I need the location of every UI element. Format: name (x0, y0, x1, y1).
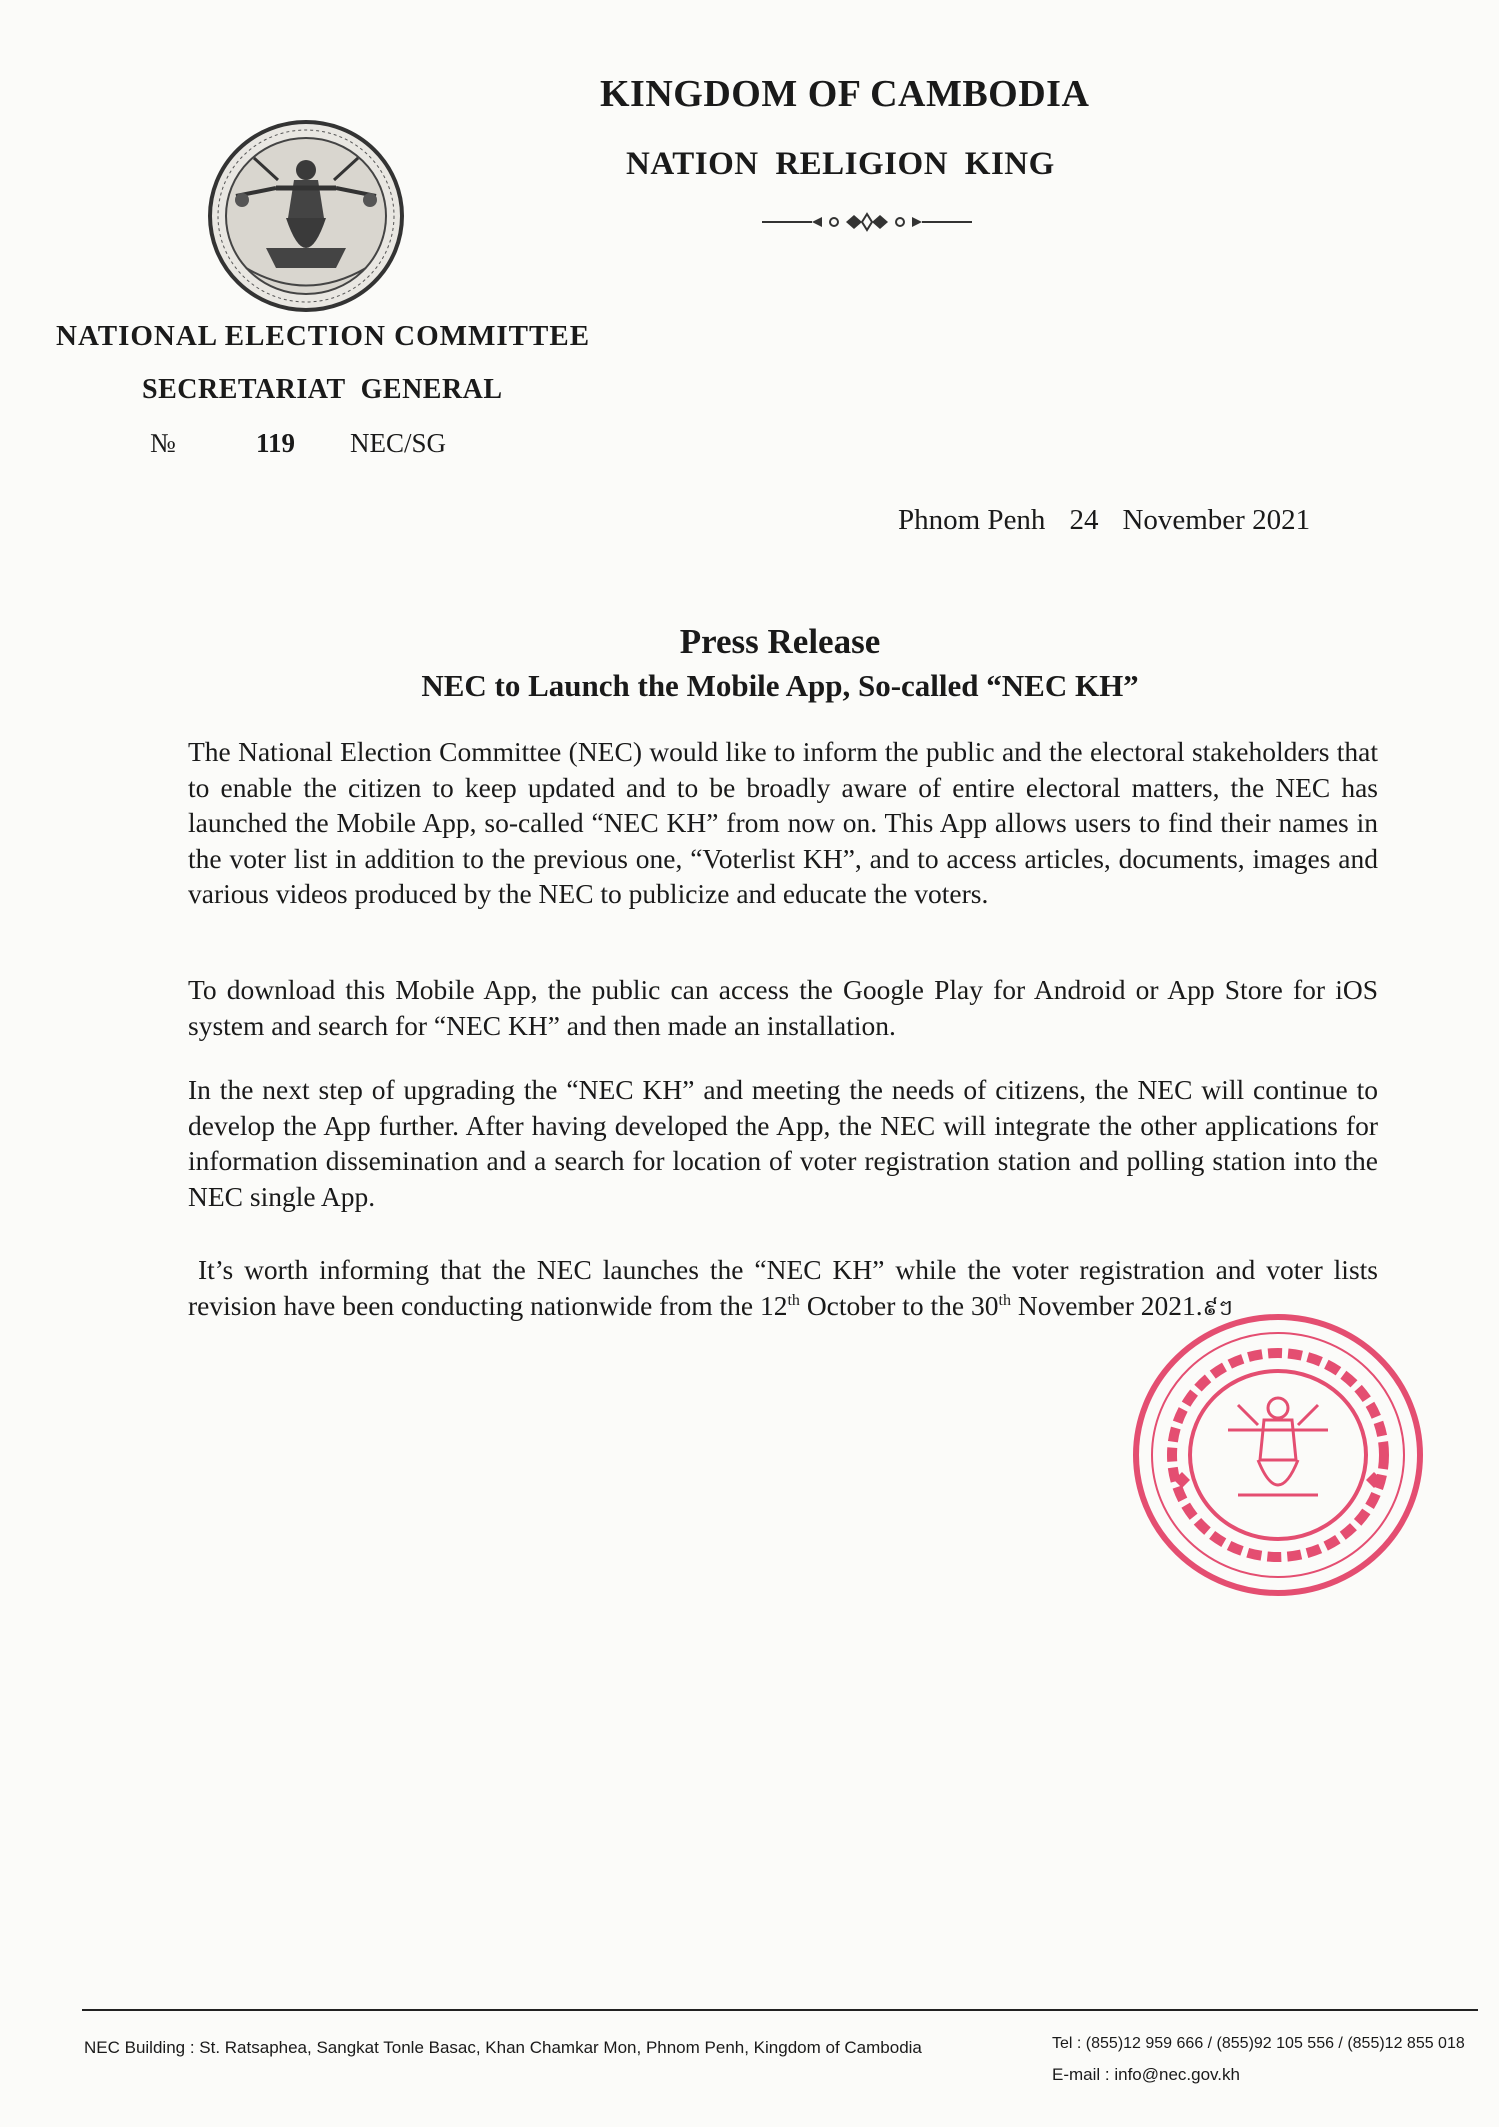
ornament-divider-icon (762, 212, 972, 237)
date-place: Phnom Penh (898, 504, 1046, 536)
p4-text-b: October to the 30 (799, 1289, 999, 1321)
body-paragraph-2: To download this Mobile App, the public can access the Google Play for Android or App Store for iOS system and search for “NEC KH” and then made an installation. (188, 974, 1378, 1041)
reference-number-line (150, 428, 446, 459)
official-stamp-icon (1128, 1310, 1428, 1605)
p4-khmer-mark: ៩ៗ (1202, 1295, 1233, 1321)
national-motto: NATION RELIGION KING (626, 146, 1055, 182)
press-release-title: Press Release (679, 622, 881, 661)
date-month-year: November 2021 (1122, 504, 1311, 536)
ref-number: 119 (256, 428, 296, 458)
department-name: SECRETARIAT GENERAL (142, 374, 503, 405)
body-paragraph-1: The National Election Committee (NEC) would like to inform the public and the electoral stakeholders that to enable the citizen to keep updated and to be broadly aware of entire electoral matters, the NEC has launched the Mobile App, so-called “NEC KH” from now on. This App allows users to find their names in the voter list in addition to the previous one, “Voterlist KH”, and to access articles, documents, images and various videos produced by the NEC to publicize and educate the voters. (188, 736, 1378, 909)
kingdom-heading: KINGDOM OF CAMBODIA (600, 73, 1090, 115)
dateline (898, 504, 1310, 537)
date-day: 24 (1069, 504, 1099, 536)
footer-address: NEC Building : St. Ratsaphea, Sangkat Tonle Basac, Khan Chamkar Mon, Phnom Penh, Kingdom of Cambodia (84, 2038, 922, 2057)
body-paragraph-3: In the next step of upgrading the “NEC KH” and meeting the needs of citizens, the NEC will continue to develop the App further. After having developed the App, the NEC will integrate the other applications for information dissemination and a search for location of voter registration station and polling station into the NEC single App. (188, 1074, 1378, 1212)
footer-email: E-mail : info@nec.gov.kh (1052, 2065, 1240, 2084)
p4-ordinal-2: th (998, 1291, 1011, 1309)
p4-text-c: November 2021. (1010, 1289, 1203, 1321)
nec-emblem-icon (206, 118, 406, 319)
footer-telephone: Tel : (855)12 959 666 / (855)92 105 556 / (855)12 855 018 (1052, 2035, 1465, 2052)
p4-text-a: It’s worth informing that the NEC launches the “NEC KH” while the voter registration and voter lists revision have been conducting nationwide from the 12 (188, 1254, 1378, 1321)
p4-ordinal-1: th (787, 1291, 800, 1309)
committee-name: NATIONAL ELECTION COMMITTEE (56, 320, 591, 352)
ref-prefix: № (150, 428, 176, 458)
footer-divider (82, 2009, 1478, 2011)
press-release-subtitle: NEC to Launch the Mobile App, So-called “NEC KH” (421, 668, 1139, 703)
ref-suffix: NEC/SG (350, 428, 447, 458)
